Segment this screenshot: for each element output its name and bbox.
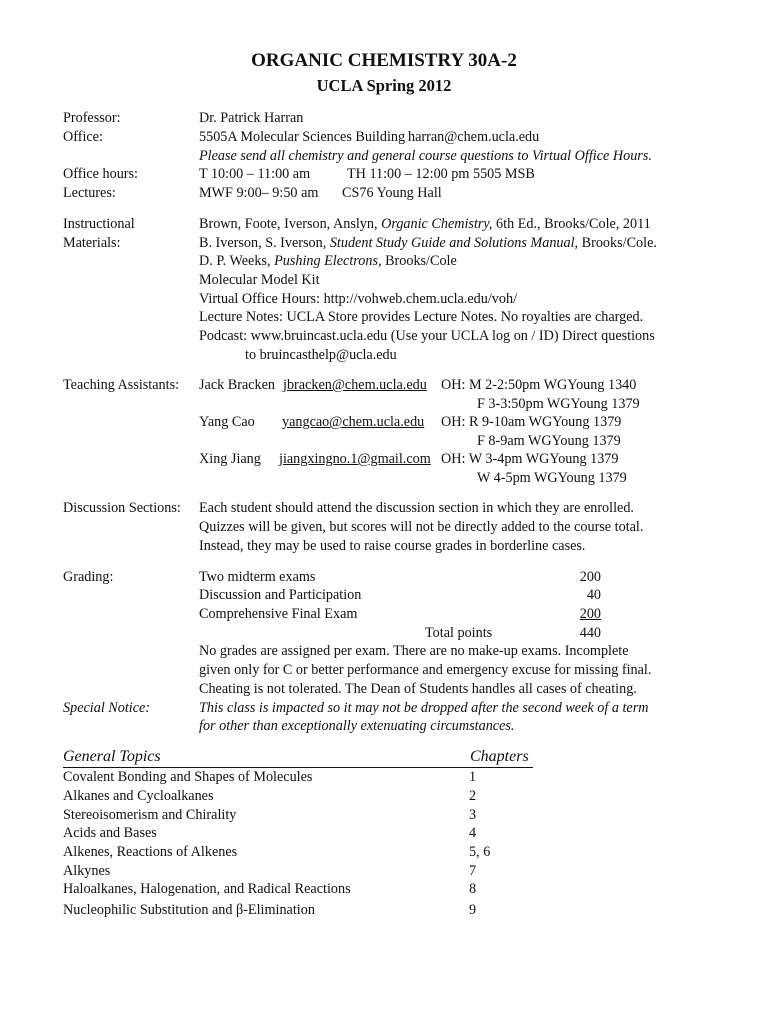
ta-office-hours: W 4-5pm WGYoung 1379 xyxy=(477,470,627,486)
grading-item-points: 200 xyxy=(579,606,601,622)
topic-chapter: 4 xyxy=(469,825,477,841)
office-location: 5505A Molecular Sciences Building xyxy=(199,129,406,145)
ta-office-hours: OH: W 3-4pm WGYoung 1379 xyxy=(441,451,619,467)
lectures-label: Lectures: xyxy=(63,185,116,201)
materials-label-2: Materials: xyxy=(63,235,121,251)
office-label: Office: xyxy=(63,129,103,145)
textbook-line: Brown, Foote, Iverson, Anslyn, Organic Chemistry, 6th Ed., Brooks/Cole, 2011 xyxy=(199,216,651,232)
ta-email[interactable]: yangcao@chem.ucla.edu xyxy=(282,414,425,430)
topics-header xyxy=(63,747,533,768)
office-hours-label: Office hours: xyxy=(63,166,138,182)
topic-name: Nucleophilic Substitution and β-Elimination xyxy=(63,902,315,918)
office-hours-tue: T 10:00 – 11:00 am xyxy=(199,166,311,182)
grading-item-name: Two midterm exams xyxy=(199,569,316,585)
discussion-label: Discussion Sections: xyxy=(63,500,181,516)
model-kit-line: Molecular Model Kit xyxy=(199,272,320,288)
topic-chapter: 9 xyxy=(469,902,477,918)
topic-chapter: 1 xyxy=(469,769,477,785)
chapters-header-label: Chapters xyxy=(470,748,529,765)
page-title: ORGANIC CHEMISTRY 30A-2 xyxy=(251,50,517,71)
notice-label: Special Notice: xyxy=(63,700,151,716)
topic-name: Acids and Bases xyxy=(63,825,157,841)
topic-name: Alkenes, Reactions of Alkenes xyxy=(63,844,238,860)
ta-office-hours: F 3-3:50pm WGYoung 1379 xyxy=(477,396,640,412)
topic-name: Alkanes and Cycloalkanes xyxy=(63,788,214,804)
topic-name: Haloalkanes, Halogenation, and Radical Reactions xyxy=(63,881,351,897)
topic-name: Covalent Bonding and Shapes of Molecules xyxy=(63,769,313,785)
page-subtitle: UCLA Spring 2012 xyxy=(316,76,452,95)
ta-name: Yang Cao xyxy=(199,414,255,430)
office-email[interactable]: harran@chem.ucla.edu xyxy=(408,129,540,145)
office-note: Please send all chemistry and general course questions to Virtual Office Hours. xyxy=(199,148,652,164)
discussion-text: Each student should attend the discussion section in which they are enrolled. xyxy=(199,500,634,516)
topics-header-label: General Topics xyxy=(63,748,161,765)
topic-chapter: 8 xyxy=(469,881,477,897)
total-points-label: Total points xyxy=(425,625,493,641)
grading-item-name: Discussion and Participation xyxy=(199,587,362,603)
office-hours-thu: TH 11:00 – 12:00 pm 5505 MSB xyxy=(347,166,535,182)
grading-item-points: 40 xyxy=(586,587,601,603)
voh-line[interactable]: Virtual Office Hours: http://vohweb.chem.ucla.edu/voh/ xyxy=(199,291,518,307)
podcast-help-line[interactable]: to bruincasthelp@ucla.edu xyxy=(245,347,397,363)
total-points-value: 440 xyxy=(579,625,601,641)
ta-email[interactable]: jiangxingno.1@gmail.com xyxy=(279,451,431,467)
grading-note: No grades are assigned per exam. There are no make-up exams. Incomplete xyxy=(199,643,629,659)
ta-office-hours: OH: M 2-2:50pm WGYoung 1340 xyxy=(441,377,637,393)
grading-note: given only for C or better performance and emergency excuse for missing final. xyxy=(199,662,652,678)
ta-label: Teaching Assistants: xyxy=(63,377,180,393)
discussion-text: Quizzes will be given, but scores will not be directly added to the course total. xyxy=(199,519,644,535)
lecture-notes-line: Lecture Notes: UCLA Store provides Lecture Notes. No royalties are charged. xyxy=(199,309,644,325)
topic-chapter: 5, 6 xyxy=(469,844,491,860)
ta-name: Jack Bracken xyxy=(199,377,276,393)
professor-label: Professor: xyxy=(63,110,121,126)
ta-office-hours: OH: R 9-10am WGYoung 1379 xyxy=(441,414,622,430)
notice-text: for other than exceptionally extenuating circumstances. xyxy=(199,718,515,734)
ta-office-hours: F 8-9am WGYoung 1379 xyxy=(477,433,621,449)
study-guide-line: B. Iverson, S. Iverson, Student Study Guide and Solutions Manual, Brooks/Cole. xyxy=(199,235,657,251)
topic-name: Alkynes xyxy=(63,863,111,879)
topic-chapter: 2 xyxy=(469,788,477,804)
discussion-text: Instead, they may be used to raise course grades in borderline cases. xyxy=(199,538,586,554)
grading-item-points: 200 xyxy=(579,569,601,585)
ta-name: Xing Jiang xyxy=(199,451,261,467)
lectures-room: CS76 Young Hall xyxy=(342,185,442,201)
lectures-time: MWF 9:00– 9:50 am xyxy=(199,185,319,201)
topic-chapter: 7 xyxy=(469,863,477,879)
topic-name: Stereoisomerism and Chirality xyxy=(63,807,237,823)
grading-label: Grading: xyxy=(63,569,114,585)
grading-note: Cheating is not tolerated. The Dean of Students handles all cases of cheating. xyxy=(199,681,637,697)
grading-item-name: Comprehensive Final Exam xyxy=(199,606,358,622)
ta-email[interactable]: jbracken@chem.ucla.edu xyxy=(283,377,427,393)
materials-label-1: Instructional xyxy=(63,216,135,232)
pushing-electrons-line: D. P. Weeks, Pushing Electrons, Brooks/Cole xyxy=(199,253,457,269)
notice-text: This class is impacted so it may not be dropped after the second week of a term xyxy=(199,700,649,716)
topic-chapter: 3 xyxy=(469,807,477,823)
professor-name: Dr. Patrick Harran xyxy=(199,110,304,126)
podcast-line[interactable]: Podcast: www.bruincast.ucla.edu (Use your UCLA log on / ID) Direct questions xyxy=(199,328,655,344)
